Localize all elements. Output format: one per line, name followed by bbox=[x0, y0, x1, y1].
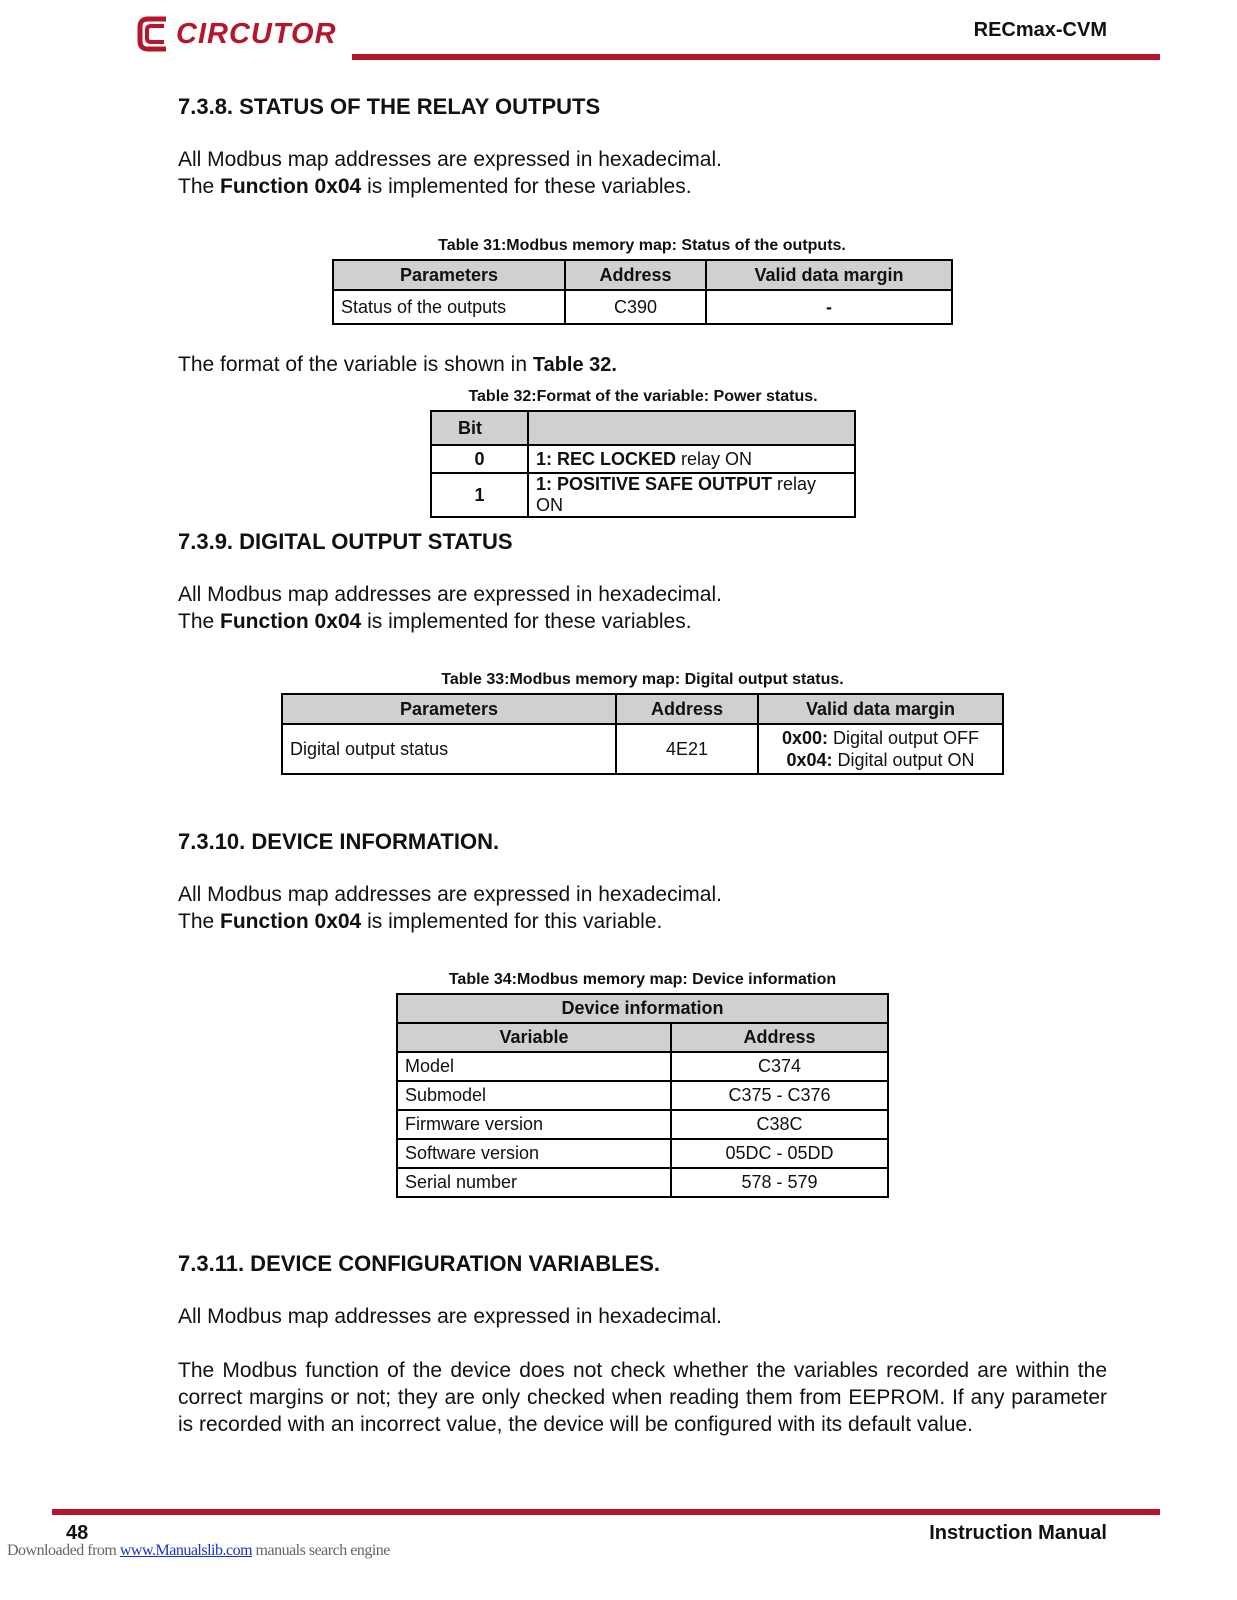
footer-rule bbox=[52, 1509, 1160, 1515]
hex-note: All Modbus map addresses are expressed in hexadecimal. bbox=[178, 883, 722, 906]
footer-manual-label: Instruction Manual bbox=[929, 1522, 1107, 1544]
table-cell: C38C bbox=[671, 1110, 888, 1139]
function-note: The Function 0x04 is implemented for these variables. bbox=[178, 175, 692, 198]
table-cell: C390 bbox=[565, 290, 706, 324]
table-header-cell: Parameters bbox=[333, 260, 565, 290]
function-note: The Function 0x04 is implemented for this variable. bbox=[178, 910, 663, 933]
table-row bbox=[397, 1081, 888, 1110]
header-rule bbox=[352, 54, 1160, 60]
table-cell: 1: POSITIVE SAFE OUTPUT relay ON bbox=[528, 473, 855, 517]
table-33-caption: Table 33:Modbus memory map: Digital output status. bbox=[441, 671, 844, 688]
table-cell: 1: REC LOCKED relay ON bbox=[528, 445, 855, 473]
table-cell: 0x00: Digital output OFF 0x04: Digital output ON bbox=[758, 724, 1003, 774]
section-heading-7-3-10: 7.3.10. DEVICE INFORMATION. bbox=[178, 829, 500, 854]
table-group-header: Device information bbox=[397, 994, 888, 1023]
table-34 bbox=[396, 993, 889, 1198]
circutor-logo bbox=[136, 14, 337, 54]
table-row bbox=[431, 473, 855, 517]
table-cell: 0 bbox=[431, 445, 528, 473]
table-cell: Software version bbox=[397, 1139, 671, 1168]
document-title: RECmax-CVM bbox=[973, 19, 1107, 41]
table-cell: C374 bbox=[671, 1052, 888, 1081]
table-cell: - bbox=[706, 290, 952, 324]
table-header-cell: Address bbox=[616, 694, 758, 724]
table-row bbox=[397, 1168, 888, 1197]
table-32 bbox=[430, 410, 856, 518]
config-paragraph: The Modbus function of the device does not check whether the variables recorded are within the correct margins or not; they are only checked when reading them from EEPROM. If any parameter is recorded with an incorrect value, the device will be configured with its default value. bbox=[178, 1359, 1107, 1436]
table-row bbox=[397, 1110, 888, 1139]
section-heading-7-3-9: 7.3.9. DIGITAL OUTPUT STATUS bbox=[178, 529, 513, 554]
paragraph bbox=[178, 146, 722, 200]
table-cell: 05DC - 05DD bbox=[671, 1139, 888, 1168]
table-cell: 4E21 bbox=[616, 724, 758, 774]
table-row bbox=[397, 1052, 888, 1081]
paragraph bbox=[178, 581, 722, 635]
logo-text: CIRCUTOR bbox=[176, 17, 337, 50]
table-row bbox=[282, 724, 1003, 774]
manualslib-link[interactable]: www.Manualslib.com bbox=[119, 1542, 253, 1559]
table-row bbox=[397, 1139, 888, 1168]
hex-note: All Modbus map addresses are expressed in hexadecimal. bbox=[178, 583, 722, 606]
table-header-cell bbox=[528, 411, 855, 445]
table-cell: Firmware version bbox=[397, 1110, 671, 1139]
table-cell: 578 - 579 bbox=[671, 1168, 888, 1197]
page-number: 48 bbox=[66, 1522, 89, 1544]
table-31 bbox=[332, 259, 953, 325]
table-cell: Model bbox=[397, 1052, 671, 1081]
table-cell: Serial number bbox=[397, 1168, 671, 1197]
circutor-logo-icon bbox=[136, 15, 172, 53]
table-header-cell: Valid data margin bbox=[758, 694, 1003, 724]
table-header-cell: Valid data margin bbox=[706, 260, 952, 290]
table-cell: 1 bbox=[431, 473, 528, 517]
table-cell: Status of the outputs bbox=[333, 290, 565, 324]
table-cell: Digital output status bbox=[282, 724, 616, 774]
section-heading-7-3-11: 7.3.11. DEVICE CONFIGURATION VARIABLES. bbox=[178, 1251, 661, 1276]
table-header-cell: Parameters bbox=[282, 694, 616, 724]
format-note: The format of the variable is shown in Table 32. bbox=[178, 353, 617, 376]
table-31-caption: Table 31:Modbus memory map: Status of the outputs. bbox=[438, 237, 846, 254]
hex-note: All Modbus map addresses are expressed in hexadecimal. bbox=[178, 1305, 722, 1328]
hex-note: All Modbus map addresses are expressed in hexadecimal. bbox=[178, 148, 722, 171]
table-34-caption: Table 34:Modbus memory map: Device information bbox=[448, 971, 837, 988]
table-cell: Submodel bbox=[397, 1081, 671, 1110]
table-32-caption: Table 32:Format of the variable: Power status. bbox=[468, 388, 818, 405]
table-header-cell: Bit bbox=[431, 411, 528, 445]
table-row bbox=[431, 445, 855, 473]
table-row bbox=[333, 290, 952, 324]
download-notice: Downloaded from www.Manualslib.com manuals search engine bbox=[7, 1542, 390, 1559]
table-33 bbox=[281, 693, 1004, 775]
table-header-cell: Variable bbox=[397, 1023, 671, 1052]
function-note: The Function 0x04 is implemented for these variables. bbox=[178, 610, 692, 633]
paragraph bbox=[178, 881, 722, 935]
table-header-cell: Address bbox=[565, 260, 706, 290]
table-header-cell: Address bbox=[671, 1023, 888, 1052]
section-heading-7-3-8: 7.3.8. STATUS OF THE RELAY OUTPUTS bbox=[178, 94, 601, 119]
table-cell: C375 - C376 bbox=[671, 1081, 888, 1110]
